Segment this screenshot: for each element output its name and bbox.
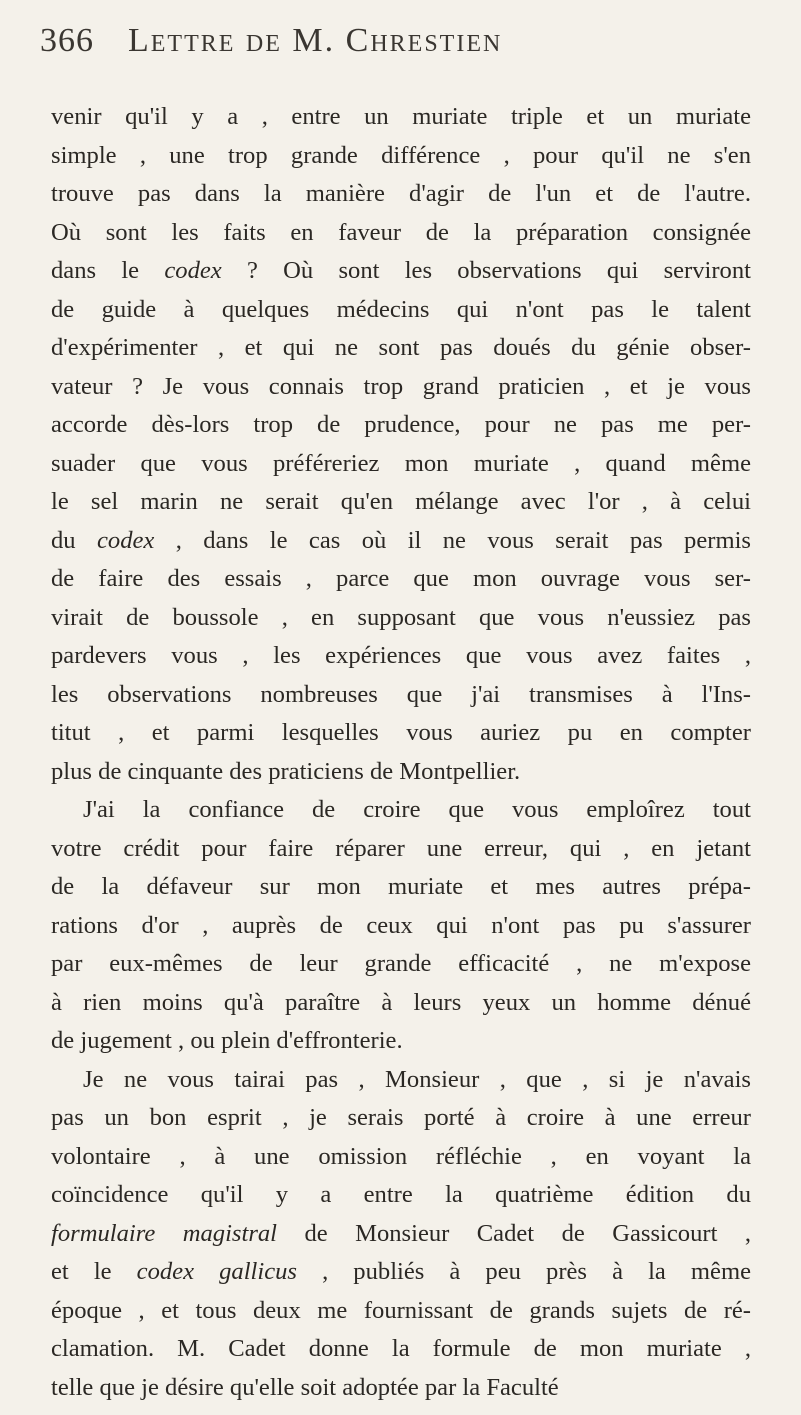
text-line: de guide à quelques médecins qui n'ont pas le talent <box>51 295 751 323</box>
text-line: simple , une trop grande différence , pour qu'il ne s'en <box>51 141 751 169</box>
text-line: de jugement , ou plein d'effronterie. <box>51 1027 403 1054</box>
text-line: coïncidence qu'il y a entre la quatrième édition du <box>51 1181 751 1208</box>
text-line: par eux-mêmes de leur grande efficacité , ne m'expose <box>51 950 751 977</box>
text-line: et le codex gallicus , publiés à peu près à la même <box>51 1258 751 1285</box>
text-line: du codex , dans le cas où il ne vous serait pas permis <box>51 526 751 554</box>
text-line: à rien moins qu'à paraître à leurs yeux un homme dénué <box>51 988 751 1016</box>
paragraph <box>51 791 751 1061</box>
text-line: de faire des essais , parce que mon ouvrage vous ser- <box>51 565 751 592</box>
text-line: pardevers vous , les expériences que vous avez faites , <box>51 642 751 669</box>
text-line: votre crédit pour faire réparer une erreur, qui , en jetant <box>51 834 751 862</box>
text-line: trouve pas dans la manière d'agir de l'un et de l'autre. <box>51 180 751 207</box>
text-line: vateur ? Je vous connais trop grand praticien , et je vous <box>51 372 751 400</box>
text-line: pas un bon esprit , je serais porté à croire à une erreur <box>51 1104 751 1131</box>
italic-term: formulaire magistral <box>51 1219 278 1247</box>
page-number: 366 <box>40 22 94 59</box>
paragraph <box>51 98 751 791</box>
text-line: titut , et parmi lesquelles vous auriez pu en compter <box>51 719 751 746</box>
text-line: virait de boussole , en supposant que vous n'eussiez pas <box>51 603 751 631</box>
body-text <box>51 98 751 1407</box>
text-line: d'expérimenter , et qui ne sont pas doués du génie obser- <box>51 334 751 361</box>
text-line: accorde dès-lors trop de prudence, pour ne pas me per- <box>51 411 751 438</box>
text-line: venir qu'il y a , entre un muriate triple et un muriate <box>51 103 751 130</box>
running-head <box>40 22 751 72</box>
text-line: clamation. M. Cadet donne la formule de mon muriate , <box>51 1335 751 1362</box>
text-line: volontaire , à une omission réfléchie , en voyant la <box>51 1142 751 1170</box>
text-line: de la défaveur sur mon muriate et mes autres prépa- <box>51 873 751 900</box>
text-line: les observations nombreuses que j'ai transmises à l'Ins- <box>51 680 751 708</box>
text-line: rations d'or , auprès de ceux qui n'ont pas pu s'assurer <box>51 911 751 939</box>
text-line: suader que vous préféreriez mon muriate , quand même <box>51 449 751 477</box>
italic-term: codex <box>164 257 222 284</box>
italic-term: codex <box>97 526 155 554</box>
italic-term: codex gallicus <box>136 1258 297 1285</box>
text-line: Je ne vous tairai pas , Monsieur , que , si je n'avais <box>83 1065 751 1093</box>
text-line: Où sont les faits en faveur de la préparation consignée <box>51 218 751 246</box>
running-title: Lettre de M. Chrestien <box>128 22 503 59</box>
text-line: plus de cinquante des praticiens de Montpellier. <box>51 757 521 785</box>
text-line: telle que je désire qu'elle soit adoptée par la Faculté <box>51 1373 559 1401</box>
text-line: dans le codex ? Où sont les observations qui serviront <box>51 257 751 284</box>
text-line: J'ai la confiance de croire que vous emploîrez tout <box>83 796 751 823</box>
paragraph <box>51 1061 751 1408</box>
text-line: formulaire magistral de Monsieur Cadet de Gassicourt , <box>51 1219 751 1247</box>
text-line: époque , et tous deux me fournissant de grands sujets de ré- <box>51 1296 751 1324</box>
text-line: le sel marin ne serait qu'en mélange avec l'or , à celui <box>51 488 751 515</box>
